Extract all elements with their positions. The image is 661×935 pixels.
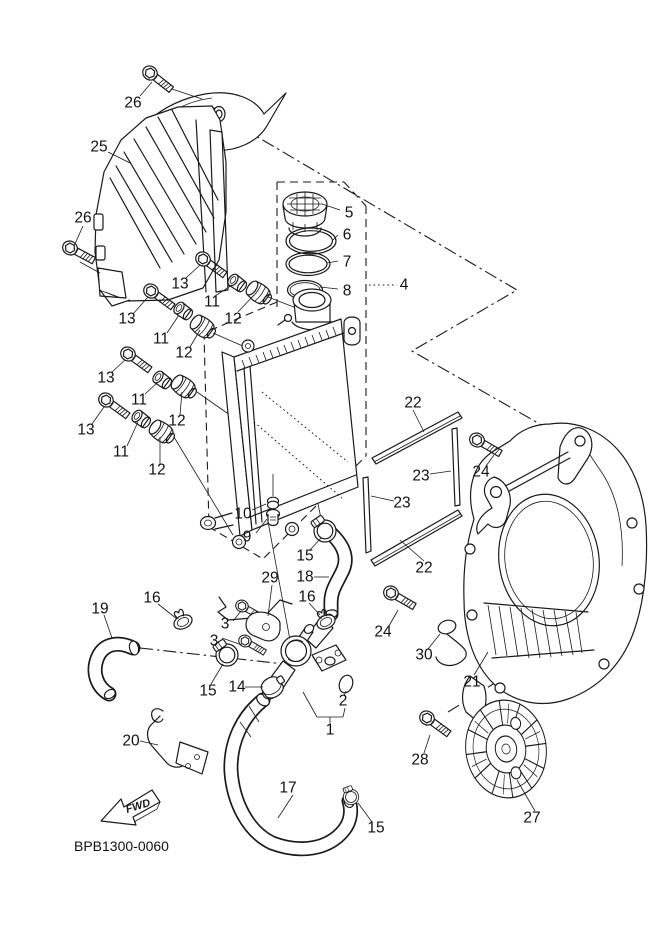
part-label-30: 30	[415, 646, 433, 664]
seal-22-bottom	[371, 510, 462, 566]
part-label-6: 6	[342, 226, 352, 244]
bolt-24-bottom	[381, 583, 418, 612]
part-label-21: 21	[463, 673, 481, 691]
clip-30	[436, 618, 466, 665]
crankcase-cover	[463, 423, 647, 722]
part-label-1: 1	[325, 721, 335, 739]
part-label-22: 22	[404, 394, 422, 412]
collar-11-d	[130, 408, 153, 430]
part-label-25: 25	[90, 138, 108, 156]
part-label-13: 13	[171, 275, 189, 293]
clamp-15-top	[310, 515, 336, 542]
part-label-5: 5	[344, 204, 354, 222]
part-label-12: 12	[175, 344, 193, 362]
damper-12-c	[168, 372, 200, 402]
part-label-2: 2	[338, 692, 348, 710]
o-ring-7	[286, 253, 330, 276]
radiator	[201, 289, 361, 549]
part-label-27: 27	[523, 809, 541, 827]
part-label-13: 13	[77, 421, 95, 439]
outlet-hose-17	[231, 692, 356, 849]
part-label-4: 4	[399, 276, 409, 294]
part-label-29: 29	[261, 569, 279, 587]
clamp-16-left	[169, 607, 194, 632]
part-label-10: 10	[234, 505, 252, 523]
collar-11-a	[226, 272, 249, 294]
collar-11-c	[151, 369, 174, 391]
part-label-15: 15	[199, 682, 217, 700]
seal-23-left	[363, 477, 371, 553]
part-label-11: 11	[130, 391, 148, 409]
part-label-18: 18	[296, 568, 314, 586]
part-label-23: 23	[412, 467, 430, 485]
part-label-13: 13	[118, 310, 136, 328]
part-label-12: 12	[224, 310, 242, 328]
stay-bracket-20	[148, 709, 208, 774]
o-ring-6	[286, 228, 336, 254]
part-label-12: 12	[148, 461, 166, 479]
part-label-11: 11	[152, 330, 170, 348]
bolt-26-left	[60, 238, 97, 266]
fwd-label: FWD	[124, 797, 152, 816]
part-label-23: 23	[393, 494, 411, 512]
part-label-16: 16	[298, 588, 316, 606]
seal-23-right	[452, 428, 460, 506]
part-label-9: 9	[242, 528, 252, 546]
diagram-code: BPB1300-0060	[74, 838, 169, 854]
part-label-17: 17	[279, 779, 297, 797]
damper-12-a	[243, 278, 275, 308]
part-label-13: 13	[97, 369, 115, 387]
part-label-22: 22	[415, 559, 433, 577]
part-label-14: 14	[228, 678, 246, 696]
part-label-19: 19	[91, 600, 109, 618]
bolt-13-c	[118, 344, 154, 375]
part-label-15: 15	[296, 547, 314, 565]
bolt-13-d	[96, 390, 132, 421]
part-label-7: 7	[342, 253, 352, 271]
part-label-3: 3	[209, 632, 219, 650]
part-label-20: 20	[122, 732, 140, 750]
part-label-26: 26	[74, 209, 92, 227]
part-label-11: 11	[203, 293, 221, 311]
fwd-arrow	[101, 790, 160, 825]
part-label-16: 16	[143, 589, 161, 607]
part-label-28: 28	[411, 751, 429, 769]
part-label-24: 24	[374, 623, 392, 641]
collar-11-b	[172, 300, 195, 322]
part-label-3: 3	[220, 615, 230, 633]
part-label-12: 12	[168, 412, 186, 430]
damper-12-b	[187, 312, 219, 342]
part-label-15: 15	[367, 819, 385, 837]
part-label-8: 8	[342, 282, 352, 300]
seal-22-top	[372, 412, 462, 464]
bolt-28	[417, 708, 453, 739]
part-label-11: 11	[112, 443, 130, 461]
part-label-24: 24	[472, 463, 490, 481]
breather-hose-19	[95, 640, 140, 700]
drain-bolt-9	[267, 510, 280, 526]
part-label-26: 26	[124, 94, 142, 112]
